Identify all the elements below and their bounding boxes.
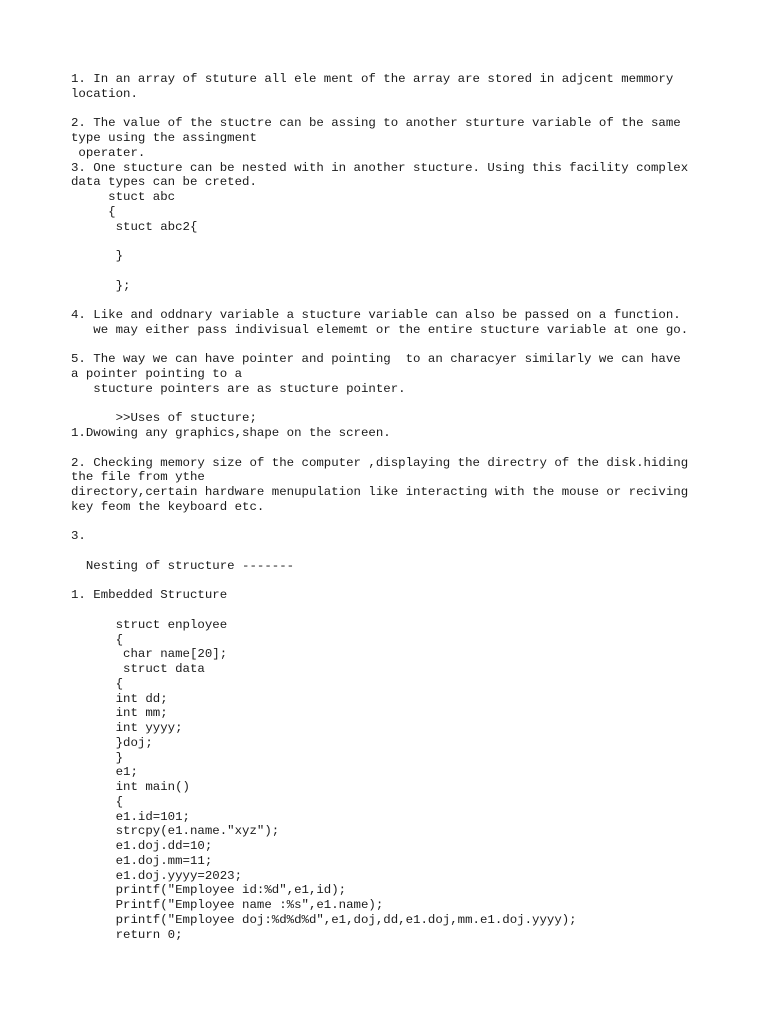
code-line: { [71,794,124,809]
code-line: int mm; [71,706,168,721]
text-line: 4. Like and oddnary variable a stucture variable can also be passed on a function. [71,308,681,322]
text-line: a pointer pointing to a [71,367,243,381]
code-line: stuct abc [71,190,176,204]
code-line: printf("Employee id:%d",e1,id); [71,883,347,898]
document-body [71,72,711,942]
text-line: directory,certain hardware menupulation like interacting with the mouse or reciving [71,485,689,499]
text-line: operater. [71,145,146,160]
text-line: 2. Checking memory size of the computer ,displaying the directry of the disk.hiding [71,455,689,470]
text-line: 5. The way we can have pointer and pointing to an characyer similarly we can have [71,352,681,367]
code-line: strcpy(e1.name."xyz"); [71,824,280,839]
text-line [71,397,711,412]
text-line: we may either pass indivisual elememt or the entire stucture variable at one go. [71,322,689,337]
text-line [71,441,711,456]
section-heading: Nesting of structure ------- [71,558,295,573]
text-line: 1.Dwowing any graphics,shape on the screen. [71,426,391,440]
text-line: type using the assingment [71,131,257,145]
code-line: int main() [71,780,190,794]
code-line: e1.doj.dd=10; [71,839,213,853]
text-line: 1. In an array of stuture all ele ment of the array are stored in adjcent memmory [71,72,674,86]
code-line: int yyyy; [71,721,183,735]
text-line [71,293,711,308]
code-line: return 0; [71,927,183,942]
code-line: }; [71,278,131,293]
code-line: { [71,204,116,219]
section-heading: >>Uses of stucture; [71,411,257,426]
text-line: stucture pointers are as stucture pointer. [71,381,406,396]
code-line: { [71,676,124,691]
text-line [71,515,711,530]
code-line: } [71,750,124,765]
text-line [71,102,711,117]
code-line [71,234,711,249]
text-line: the file from ythe [71,470,205,485]
text-line [71,603,711,618]
code-line: printf("Employee doj:%d%d%d",e1,doj,dd,e1.doj,mm.e1.doj.yyyy); [71,912,577,927]
code-line: char name[20]; [71,647,228,662]
code-line: e1; [71,765,138,780]
code-line: } [71,249,124,263]
text-line: 2. The value of the stuctre can be assing to another sturture variable of the same [71,116,681,131]
code-line: e1.doj.yyyy=2023; [71,868,243,883]
text-line: key feom the keyboard etc. [71,499,265,514]
code-line: e1.id=101; [71,809,190,824]
section-heading: 1. Embedded Structure [71,588,228,603]
text-line: data types can be creted. [71,175,257,190]
text-line: 3. One stucture can be nested with in another stucture. Using this facility complex [71,160,689,175]
code-line: Printf("Employee name :%s",e1.name); [71,898,384,912]
text-line [71,544,711,559]
text-line: location. [71,86,138,101]
code-line: int dd; [71,691,168,706]
code-line [71,264,711,279]
code-line: }doj; [71,735,153,750]
code-line: struct enployee [71,617,228,632]
code-line: stuct abc2{ [71,219,198,234]
text-line: 3. [71,529,86,544]
text-line [71,338,711,353]
text-line [71,574,711,589]
code-line: e1.doj.mm=11; [71,853,213,868]
code-line: struct data [71,662,205,676]
code-line: { [71,632,124,647]
